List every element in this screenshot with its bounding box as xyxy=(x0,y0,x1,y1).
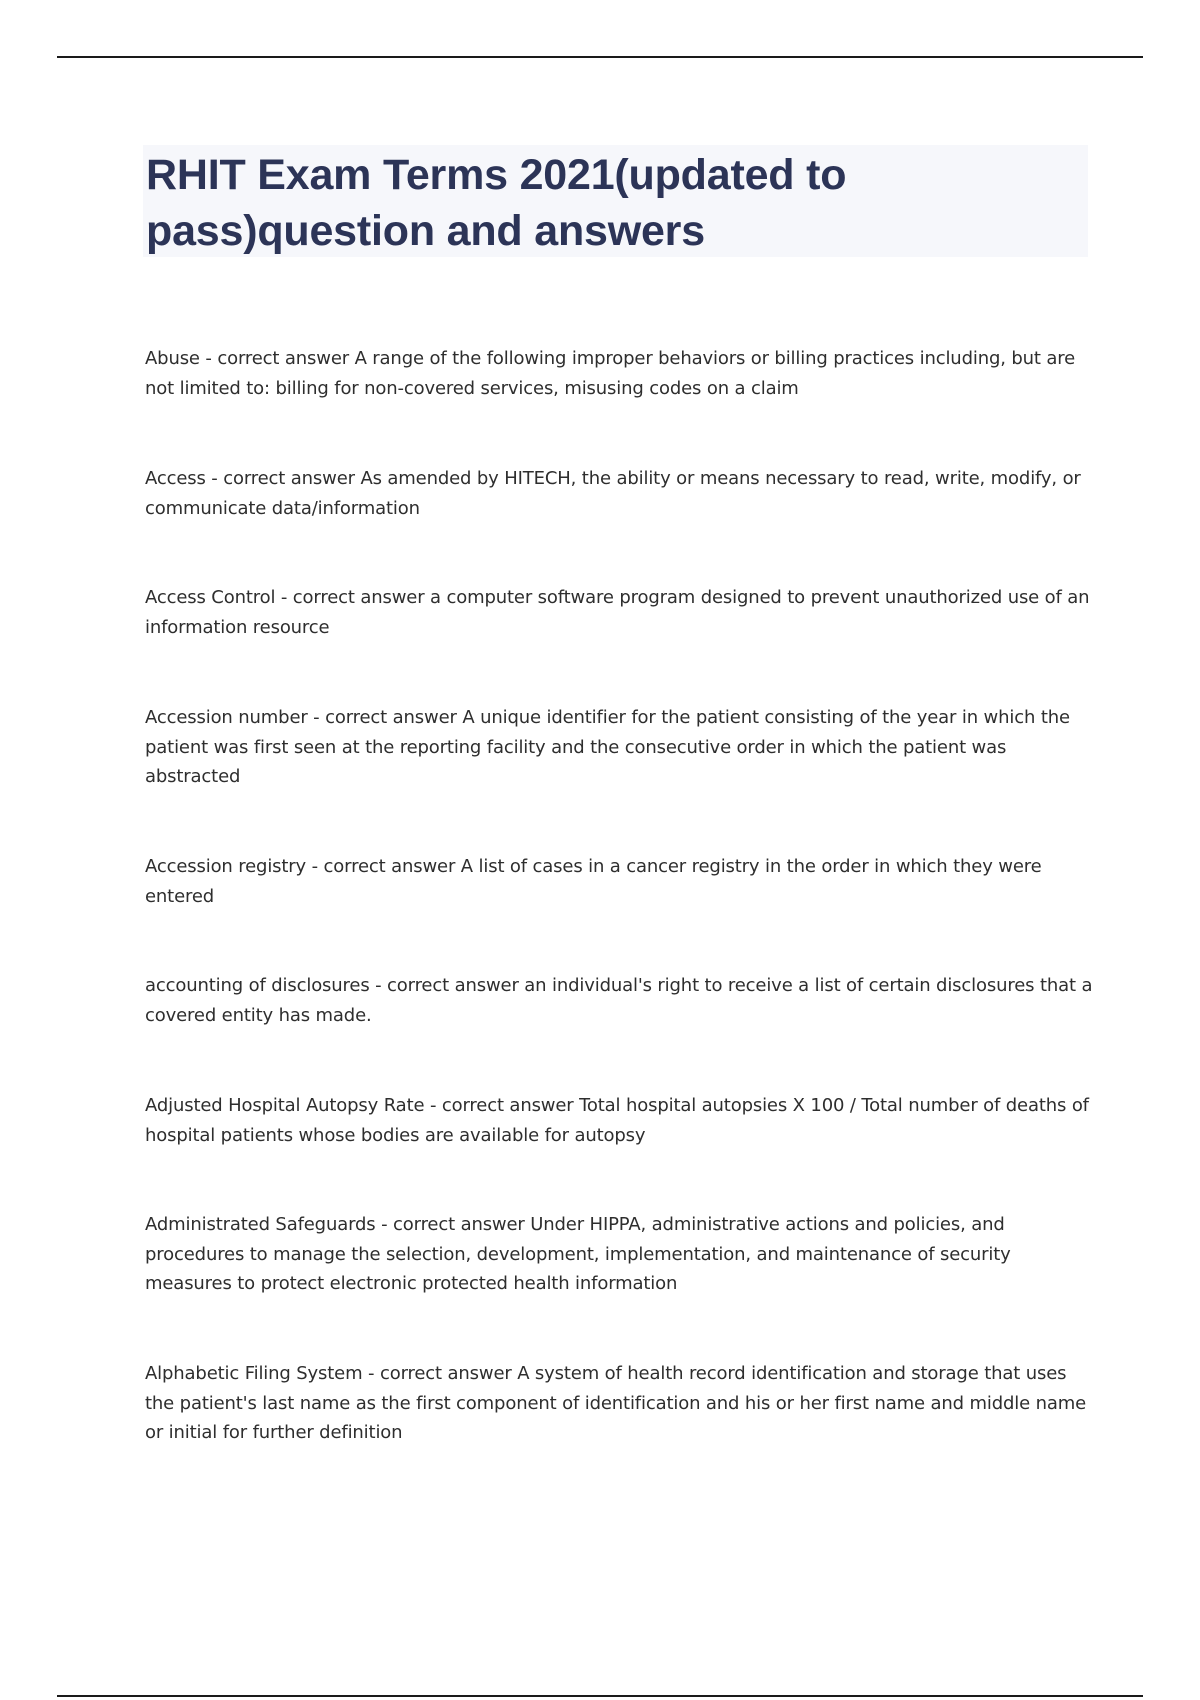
term-entry-access: Access - correct answer As amended by HITECH, the ability or means necessary to read, write, modify, or communicate data/information xyxy=(145,468,1081,519)
page-title: RHIT Exam Terms 2021(updated to pass)question and answers xyxy=(146,151,847,255)
term-entry-abuse: Abuse - correct answer A range of the following improper behaviors or billing practices including, but are not limited to: billing for non-covered services, misusing codes on a claim xyxy=(145,348,1076,399)
term-entry-alphabetic-filing-system: Alphabetic Filing System - correct answer A system of health record identification and storage that uses the patient's last name as the first component of identification and his or her first name and middle name or initial for further definition xyxy=(145,1363,1087,1443)
term-entry-administrated-safeguards: Administrated Safeguards - correct answer Under HIPPA, administrative actions and policies, and procedures to manage the selection, development, implementation, and maintenance of security measures to protect electronic protected health information xyxy=(145,1214,1011,1294)
term-entry-accession-number: Accession number - correct answer A unique identifier for the patient consisting of the year in which the patient was first seen at the reporting facility and the consecutive order in which the patient was abstracted xyxy=(145,707,1070,787)
term-entry-access-control: Access Control - correct answer a computer software program designed to prevent unauthorized use of an information resource xyxy=(145,587,1090,638)
title-block xyxy=(143,145,1088,257)
header-rule xyxy=(57,56,1143,58)
footer-rule xyxy=(57,1695,1143,1697)
term-entry-adjusted-hospital-autopsy-rate: Adjusted Hospital Autopsy Rate - correct answer Total hospital autopsies X 100 / Total number of deaths of hospital patients whose bodies are available for autopsy xyxy=(145,1095,1089,1146)
term-entry-accounting-of-disclosures: accounting of disclosures - correct answer an individual's right to receive a list of certain disclosures that a covered entity has made. xyxy=(145,975,1093,1026)
term-entry-accession-registry: Accession registry - correct answer A list of cases in a cancer registry in the order in which they were entered xyxy=(145,856,1042,907)
